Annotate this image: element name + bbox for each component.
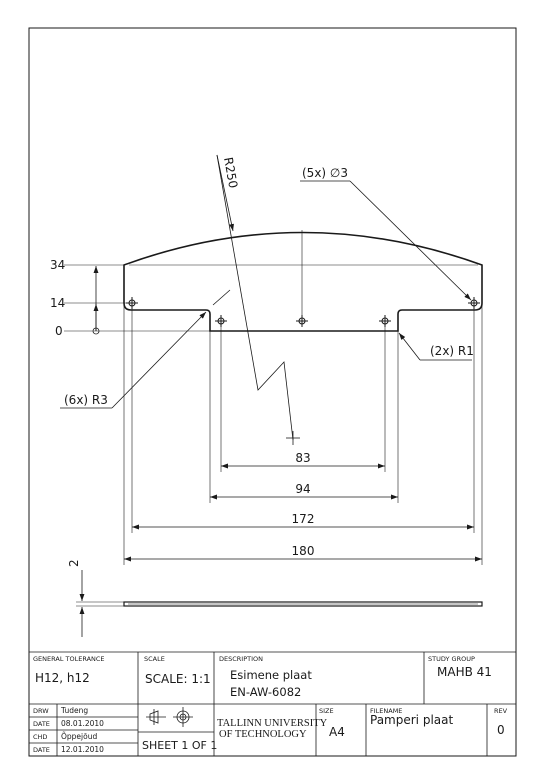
dim-83: 83: [295, 451, 311, 465]
rev-label: REV: [494, 707, 508, 715]
dim-hole-5x: (5x) ∅3: [302, 166, 349, 180]
projection-symbol-icon: [146, 707, 193, 727]
tolerance-value: H12, h12: [35, 671, 90, 685]
date1-value: 08.01.2010: [61, 719, 104, 728]
chd-label: CHD: [33, 733, 48, 741]
hole-left-top: [126, 297, 138, 309]
dim-180: 180: [291, 544, 315, 558]
rev-value: 0: [497, 723, 505, 737]
drw-value: Tudeng: [61, 706, 89, 715]
extension-lines: [64, 230, 482, 565]
part-outline: [124, 233, 482, 332]
side-view: [76, 570, 482, 637]
r3-leader: [60, 290, 230, 408]
filename-value: Pamperi plaat: [370, 713, 454, 727]
size-label: SIZE: [319, 707, 334, 715]
hole-leader: [300, 181, 471, 300]
hole-bottom-left: [215, 315, 227, 327]
study-group-value: MAHB 41: [437, 665, 492, 679]
size-value: A4: [329, 725, 345, 739]
hole-markers: [126, 297, 480, 327]
vertical-dimensions: [93, 266, 99, 334]
study-group-label: STUDY GROUP: [428, 655, 475, 663]
dim-14: 14: [50, 296, 66, 310]
hole-bottom-right: [379, 315, 391, 327]
scale-label: SCALE: [144, 655, 165, 663]
filename-label: FILENAME: [370, 707, 403, 715]
dim-34: 34: [50, 258, 66, 272]
dim-94: 94: [295, 482, 311, 496]
scale-value: SCALE: 1:1: [145, 672, 211, 686]
chd-value: Õppejõud: [61, 732, 98, 741]
university-line2: OF TECHNOLOGY: [219, 729, 307, 740]
dim-thickness: 2: [67, 559, 81, 567]
drw-label: DRW: [33, 707, 49, 715]
description-line1: Esimene plaat: [230, 668, 312, 682]
dim-172: 172: [291, 512, 315, 526]
university-line1: TALLINN UNIVERSITY: [217, 718, 328, 729]
date2-label: DATE: [33, 746, 50, 754]
date1-label: DATE: [33, 720, 50, 728]
sheet-border: [29, 28, 516, 756]
dim-0: 0: [55, 324, 63, 338]
dim-r1: (2x) R1: [430, 344, 474, 358]
sheet-value: SHEET 1 OF 1: [142, 739, 218, 752]
dim-r250: R250: [221, 156, 241, 190]
description-line2: EN-AW-6082: [230, 685, 302, 699]
tolerance-label: GENERAL TOLERANCE: [33, 655, 105, 663]
r250-leader: [217, 155, 300, 445]
description-label: DESCRIPTION: [219, 655, 263, 663]
dim-r3: (6x) R3: [64, 393, 108, 407]
date2-value: 12.01.2010: [61, 745, 104, 754]
hole-bottom-mid: [296, 315, 308, 327]
